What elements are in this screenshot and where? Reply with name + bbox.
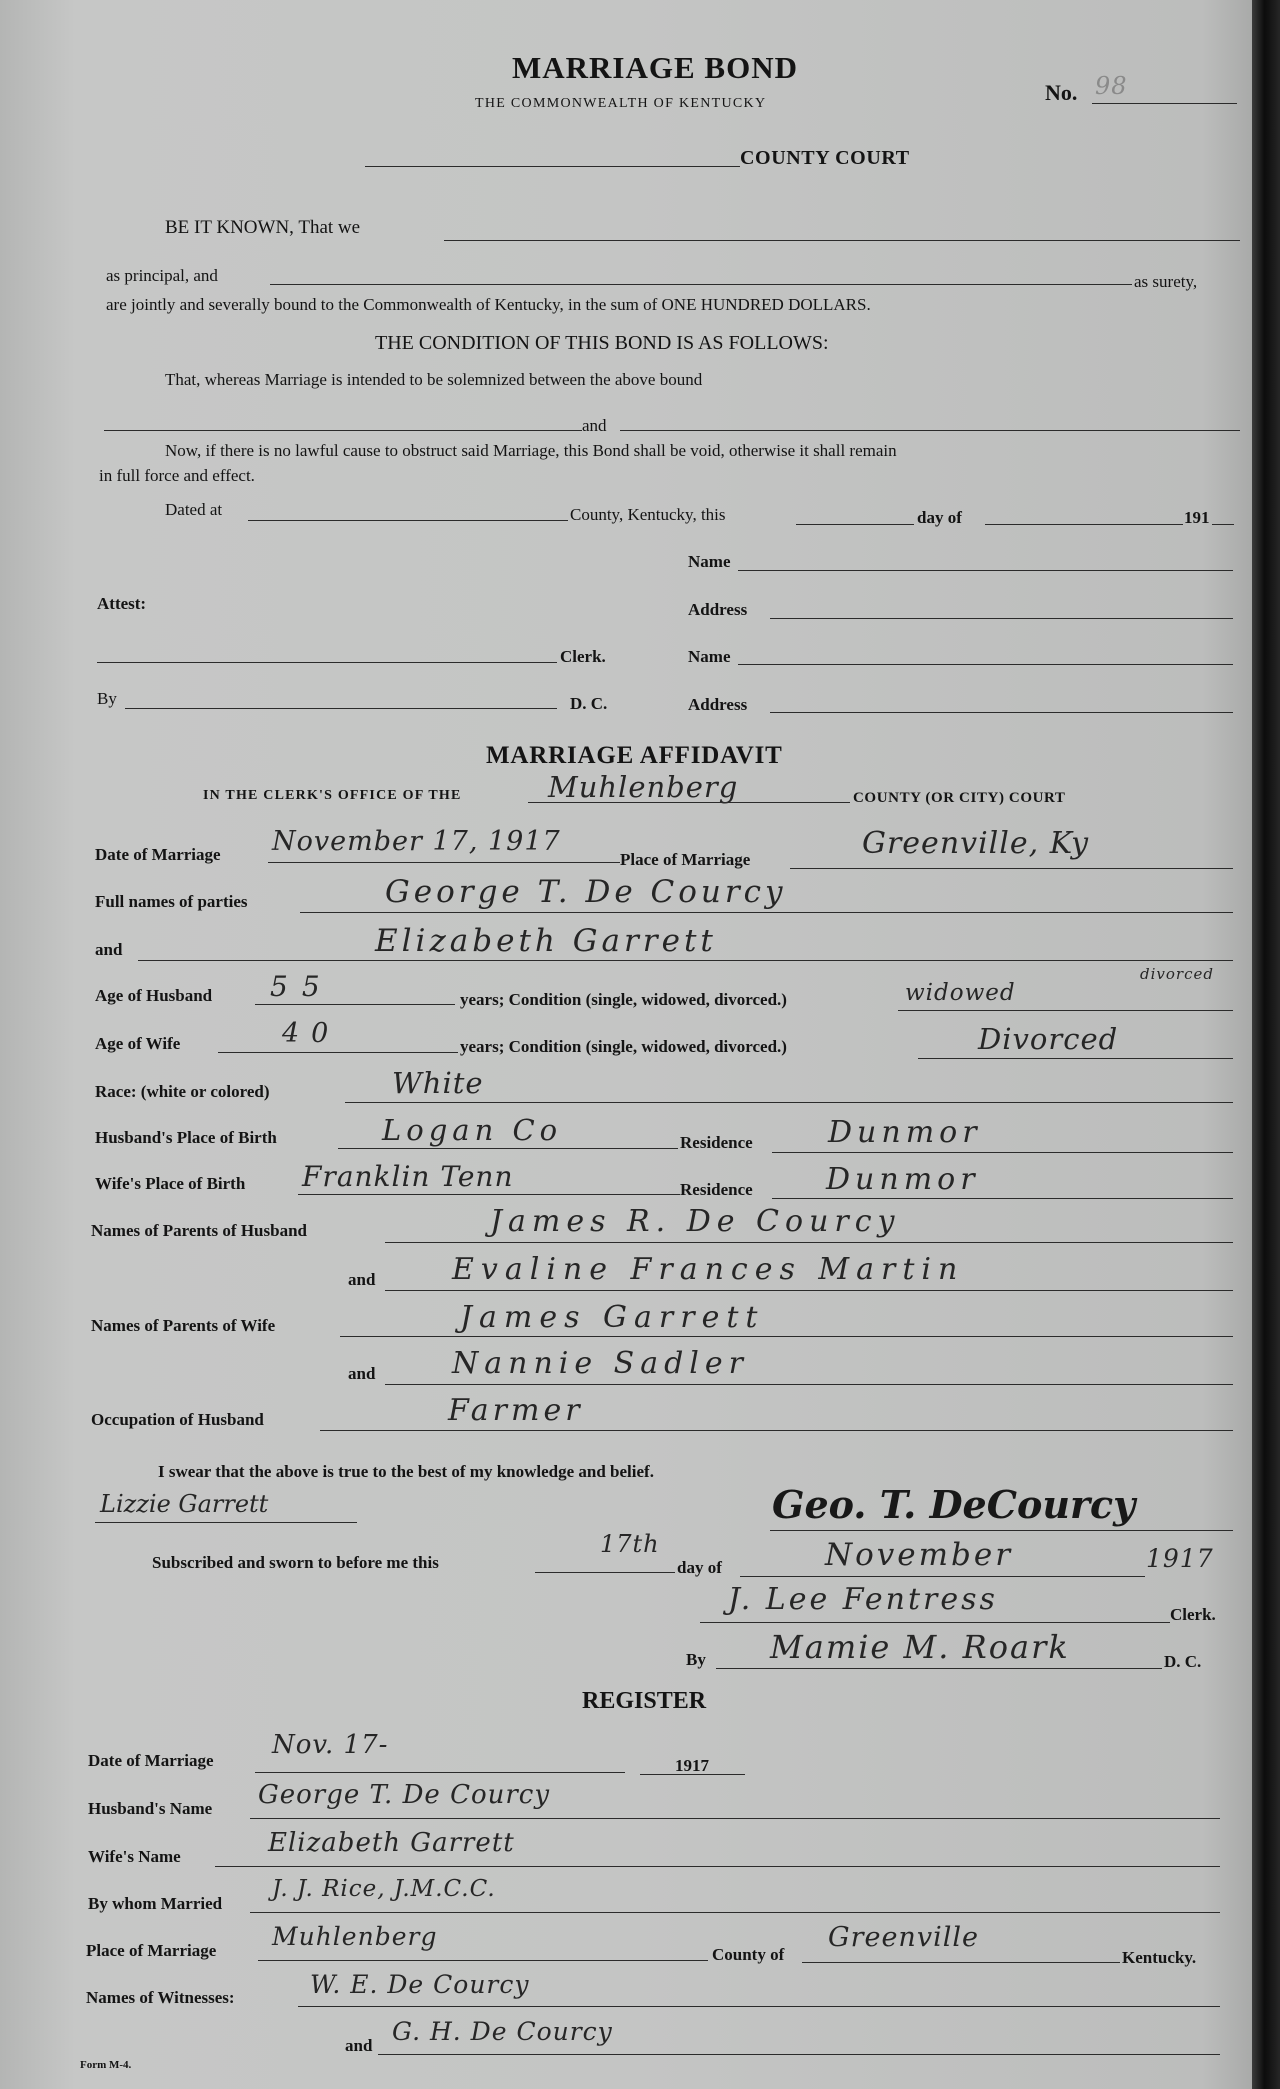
affidavit-title: MARRIAGE AFFIDAVIT — [486, 742, 783, 769]
register-and-label: and — [345, 2036, 373, 2055]
register-wife-label: Wife's Name — [88, 1847, 181, 1866]
age-wife-line — [218, 1052, 458, 1053]
form-number: Form M-4. — [80, 2059, 132, 2071]
wife-full-name-line — [138, 960, 1233, 961]
husband-condition-value: widowed — [905, 980, 1016, 1006]
husband-full-name: George T. De Courcy — [385, 874, 787, 910]
register-husband-line — [250, 1818, 1220, 1819]
wife-father-line — [340, 1336, 1233, 1337]
register-date-value: Nov. 17- — [272, 1730, 389, 1760]
husband-residence-label: Residence — [680, 1133, 753, 1152]
attest-clerk-label: Clerk. — [560, 647, 606, 666]
county-court-line — [365, 166, 740, 167]
register-husband-label: Husband's Name — [88, 1799, 213, 1818]
husband-signature: Geo. T. DeCourcy — [772, 1482, 1136, 1527]
wife-parents-and: and — [348, 1364, 376, 1383]
be-it-known-text: BE IT KNOWN, That we — [165, 217, 361, 238]
affidavit-county-court: COUNTY (OR CITY) COURT — [853, 790, 1066, 806]
dc-signature: Mamie M. Roark — [770, 1628, 1070, 1666]
register-witness1-line — [298, 2006, 1220, 2007]
husband-condition-note: divorced — [1140, 965, 1214, 983]
dc-label-affidavit: D. C. — [1164, 1652, 1202, 1671]
husband-parents-and: and — [348, 1270, 376, 1289]
race-label: Race: (white or colored) — [95, 1082, 270, 1101]
place-of-marriage-line — [790, 868, 1233, 869]
register-witness2-value: G. H. De Courcy — [392, 2017, 613, 2046]
date-of-marriage-label: Date of Marriage — [95, 845, 221, 864]
condition-heading: THE CONDITION OF THIS BOND IS AS FOLLOWS: — [375, 332, 829, 354]
occupation-label: Occupation of Husband — [91, 1410, 264, 1429]
register-witness1-value: W. E. De Courcy — [310, 1970, 530, 1999]
race-value: White — [392, 1066, 484, 1100]
dated-at-line — [248, 520, 568, 521]
surety-address-label: Address — [688, 695, 748, 714]
surety-name-sig-line — [738, 664, 1233, 665]
age-husband-label: Age of Husband — [95, 986, 213, 1005]
sworn-year-value: 1917 — [1146, 1544, 1214, 1573]
wife-condition-line — [918, 1058, 1233, 1059]
register-title: REGISTER — [582, 1688, 707, 1714]
wife-condition-value: Divorced — [978, 1022, 1119, 1056]
affidavit-county-line — [528, 802, 850, 803]
register-year-value: 1917 — [675, 1756, 709, 1775]
attest-clerk-line — [97, 662, 557, 663]
register-husband-value: George T. De Courcy — [258, 1780, 551, 1810]
register-witness2-line — [378, 2054, 1220, 2055]
wife-full-name: Elizabeth Garrett — [375, 923, 717, 959]
clerk-signature-line — [700, 1622, 1170, 1623]
age-husband-value: 55 — [270, 970, 334, 1003]
age-husband-line — [255, 1004, 455, 1005]
wife-birth-label: Wife's Place of Birth — [95, 1174, 246, 1193]
age-wife-label: Age of Wife — [95, 1034, 181, 1053]
bond-day-of-text: day of — [917, 508, 962, 527]
husband-father-value: James R. De Courcy — [490, 1204, 901, 1239]
surety-name-line — [270, 284, 1132, 285]
full-names-label: Full names of parties — [95, 892, 248, 911]
register-wife-value: Elizabeth Garrett — [268, 1828, 515, 1858]
sworn-day-of-label: day of — [677, 1558, 722, 1577]
by-label: By — [97, 689, 117, 708]
jointly-bound-text: are jointly and severally bound to the Commonwealth of Kentucky, in the sum of ONE HUNDRED DOLLARS. — [106, 295, 871, 314]
dc-by-label: By — [686, 1650, 706, 1669]
husband-condition-line — [898, 1010, 1233, 1011]
attest-label: Attest: — [97, 594, 147, 613]
principal-name-line — [444, 240, 1240, 241]
as-surety-text: as surety, — [1134, 272, 1198, 291]
register-kentucky-label: Kentucky. — [1122, 1948, 1197, 1967]
sworn-day-value: 17th — [600, 1530, 660, 1558]
register-place-value: Muhlenberg — [272, 1922, 438, 1951]
dc-label: D. C. — [570, 694, 608, 713]
by-dc-line — [125, 708, 557, 709]
register-by-whom-label: By whom Married — [88, 1894, 223, 1913]
bond-number-line — [1092, 103, 1237, 104]
register-by-whom-line — [250, 1912, 1220, 1913]
principal-name-label: Name — [688, 552, 731, 571]
bond-day-line — [796, 524, 914, 525]
husband-mother-value: Evaline Frances Martin — [452, 1252, 965, 1287]
bond-county-court: COUNTY COURT — [740, 147, 910, 169]
register-wife-line — [215, 1866, 1220, 1867]
clerk-label: Clerk. — [1170, 1605, 1216, 1624]
bride-groom-line-1 — [104, 430, 582, 431]
register-date-line — [255, 1772, 625, 1773]
bond-title: MARRIAGE BOND — [512, 50, 798, 85]
occupation-value: Farmer — [448, 1393, 584, 1428]
occupation-line — [320, 1430, 1233, 1431]
wife-mother-line — [385, 1384, 1233, 1385]
register-county-line — [802, 1962, 1120, 1963]
register-by-whom-value: J. J. Rice, J.M.C.C. — [272, 1876, 496, 1902]
wife-birth-value: Franklin Tenn — [302, 1160, 514, 1193]
husband-signature-line — [770, 1530, 1233, 1531]
sworn-month-value: November — [825, 1537, 1014, 1573]
principal-address-line — [770, 618, 1233, 619]
principal-name-sig-line — [738, 570, 1233, 571]
wife-birth-line — [298, 1194, 680, 1195]
as-principal-text: as principal, and — [106, 266, 218, 285]
register-place-label: Place of Marriage — [86, 1941, 217, 1960]
subscribed-text: Subscribed and sworn to before me this — [152, 1553, 439, 1572]
husband-birth-value: Logan Co — [382, 1113, 563, 1147]
husband-full-name-line — [300, 912, 1233, 913]
bond-month-line — [985, 524, 1183, 525]
dated-at-text: Dated at — [165, 500, 223, 519]
wife-residence-line — [772, 1198, 1233, 1199]
bond-number-value: 98 — [1095, 72, 1128, 100]
bond-number-label: No. — [1045, 80, 1078, 105]
now-if-text-2: in full force and effect. — [99, 466, 255, 485]
clerks-office-text: IN THE CLERK'S OFFICE OF THE — [203, 788, 462, 803]
wife-condition-label: years; Condition (single, widowed, divorced.) — [460, 1037, 787, 1056]
surety-name-label: Name — [688, 647, 731, 666]
parents-wife-label: Names of Parents of Wife — [91, 1316, 276, 1335]
wife-residence-label: Residence — [680, 1180, 753, 1199]
wife-father-value: James Garrett — [460, 1300, 765, 1335]
date-of-marriage-line — [268, 862, 620, 863]
bond-year-text: 191 — [1184, 508, 1210, 527]
race-line — [345, 1102, 1233, 1103]
and-wife-label: and — [95, 940, 123, 959]
clerk-signature: J. Lee Fentress — [728, 1582, 998, 1617]
register-date-label: Date of Marriage — [88, 1751, 214, 1770]
wife-mother-value: Nannie Sadler — [452, 1346, 749, 1381]
wife-residence-value: Dunmor — [826, 1162, 980, 1197]
sworn-month-line — [740, 1576, 1145, 1577]
husband-condition-label: years; Condition (single, widowed, divorced.) — [460, 990, 787, 1009]
wife-signature: Lizzie Garrett — [100, 1490, 269, 1518]
sworn-day-line — [535, 1572, 675, 1573]
husband-birth-label: Husband's Place of Birth — [95, 1128, 277, 1147]
parents-husband-label: Names of Parents of Husband — [91, 1221, 307, 1240]
husband-residence-value: Dunmor — [828, 1115, 982, 1150]
bond-subtitle: THE COMMONWEALTH OF KENTUCKY — [475, 96, 767, 111]
register-witnesses-label: Names of Witnesses: — [86, 1988, 235, 2007]
register-county-of-label: County of — [712, 1945, 785, 1964]
place-of-marriage-label: Place of Marriage — [620, 850, 751, 869]
county-kentucky-text: County, Kentucky, this — [570, 505, 726, 524]
age-wife-value: 40 — [282, 1018, 341, 1049]
register-year-line — [640, 1774, 745, 1775]
date-of-marriage-value: November 17, 1917 — [272, 826, 561, 857]
now-if-text-1: Now, if there is no lawful cause to obstruct said Marriage, this Bond shall be void, otherwise it shall remain — [165, 441, 897, 460]
bond-year-line — [1212, 524, 1234, 525]
bond-and-text: and — [582, 416, 607, 435]
dc-signature-line — [716, 1668, 1162, 1669]
husband-father-line — [385, 1242, 1233, 1243]
place-of-marriage-value: Greenville, Ky — [862, 826, 1090, 861]
husband-birth-line — [338, 1148, 678, 1149]
bride-groom-line-2 — [620, 430, 1240, 431]
wife-signature-line — [95, 1522, 357, 1523]
principal-address-label: Address — [688, 600, 748, 619]
register-county-value: Greenville — [828, 1922, 979, 1953]
husband-mother-line — [385, 1290, 1233, 1291]
affidavit-county-value: Muhlenberg — [548, 770, 739, 804]
whereas-text: That, whereas Marriage is intended to be solemnized between the above bound — [165, 370, 703, 389]
swear-statement: I swear that the above is true to the best of my knowledge and belief. — [158, 1462, 654, 1481]
page-edge-shadow — [1252, 0, 1280, 2089]
husband-residence-line — [772, 1152, 1233, 1153]
register-place-line — [258, 1960, 708, 1961]
surety-address-line — [770, 712, 1233, 713]
